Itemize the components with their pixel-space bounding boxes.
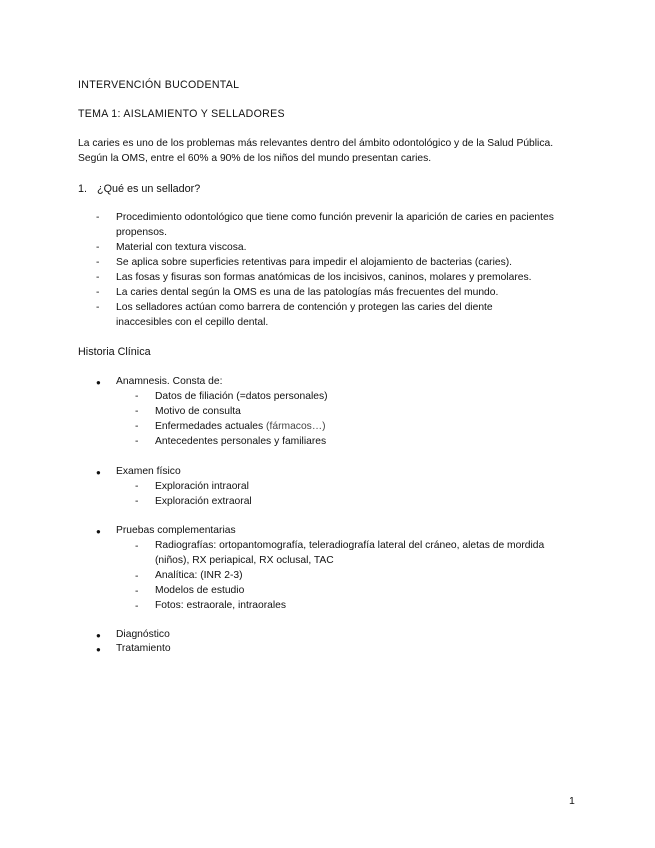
dash-marker: - [96,257,100,268]
subdash-marker: - [135,391,139,402]
list-item: La caries dental según la OMS es una de las patologías más frecuentes del mundo. [116,287,499,298]
dash-marker: - [96,242,100,253]
subdash-marker: - [135,586,139,597]
question-title: ¿Qué es un sellador? [97,183,201,195]
subdash-marker: - [135,571,139,582]
sub-item-extra: (fármacos…) [263,421,326,432]
sub-item: Exploración extraoral [155,496,252,507]
dash-marker: - [96,272,100,283]
bullet-marker: ● [96,645,101,654]
subdash-marker: - [135,421,139,432]
section-label: Tratamiento [116,643,171,654]
dash-marker: - [96,287,100,298]
list-item: Los selladores actúan como barrera de contención y protegen las caries del diente inaccesibles con el cepillo dental. [116,302,493,328]
subdash-marker: - [135,496,139,507]
bullet-marker: ● [96,631,101,640]
sub-item: Analítica: (INR 2-3) [155,570,243,581]
bullet-marker: ● [96,468,101,477]
section-label: Pruebas complementarias [116,525,236,536]
intro-paragraph: La caries es uno de los problemas más relevantes dentro del ámbito odontológico y de la Salud Pública. Según la OMS, entre el 60% a 90% de los niños del mundo presentan caries. [78,138,554,164]
subdash-marker: - [135,436,139,447]
sub-item: Modelos de estudio [155,585,245,596]
list-item: Se aplica sobre superficies retentivas para impedir el alojamiento de bacterias (caries). [116,257,513,268]
subdash-marker: - [135,541,139,552]
history-heading: Historia Clínica [78,346,151,358]
dash-marker: - [96,212,100,223]
sub-item: Radiografías: ortopantomografía, teleradiografía lateral del cráneo, aletas de mordida (niños), RX periapical, RX oclusal, TAC [155,540,545,566]
list-item: Procedimiento odontológico que tiene como función prevenir la aparición de caries en pacientes propensos. [116,212,554,238]
sub-item: Antecedentes personales y familiares [155,436,327,447]
list-item: Las fosas y fisuras son formas anatómicas de los incisivos, caninos, molares y premolares. [116,272,532,283]
dash-marker: - [96,302,100,313]
document-title: INTERVENCIÓN BUCODENTAL [78,79,240,91]
subdash-marker: - [135,481,139,492]
topic-heading: TEMA 1: AISLAMIENTO Y SELLADORES [78,108,285,120]
bullet-marker: ● [96,378,101,387]
section-label: Diagnóstico [116,629,170,640]
subdash-marker: - [135,601,139,612]
page-number: 1 [569,795,575,807]
sub-item: Motivo de consulta [155,406,241,417]
list-item: Material con textura viscosa. [116,242,247,253]
bullet-marker: ● [96,527,101,536]
sub-item: Fotos: estraorale, intraorales [155,600,287,611]
section-label: Anamnesis. Consta de: [116,376,223,387]
sub-item: Exploración intraoral [155,481,249,492]
question-number: 1. [78,183,88,195]
sub-item-text: Enfermedades actuales [155,421,264,432]
sub-item [155,420,326,433]
subdash-marker: - [135,406,139,417]
sub-item: Datos de filiación (=datos personales) [155,391,328,402]
section-label: Examen físico [116,466,181,477]
